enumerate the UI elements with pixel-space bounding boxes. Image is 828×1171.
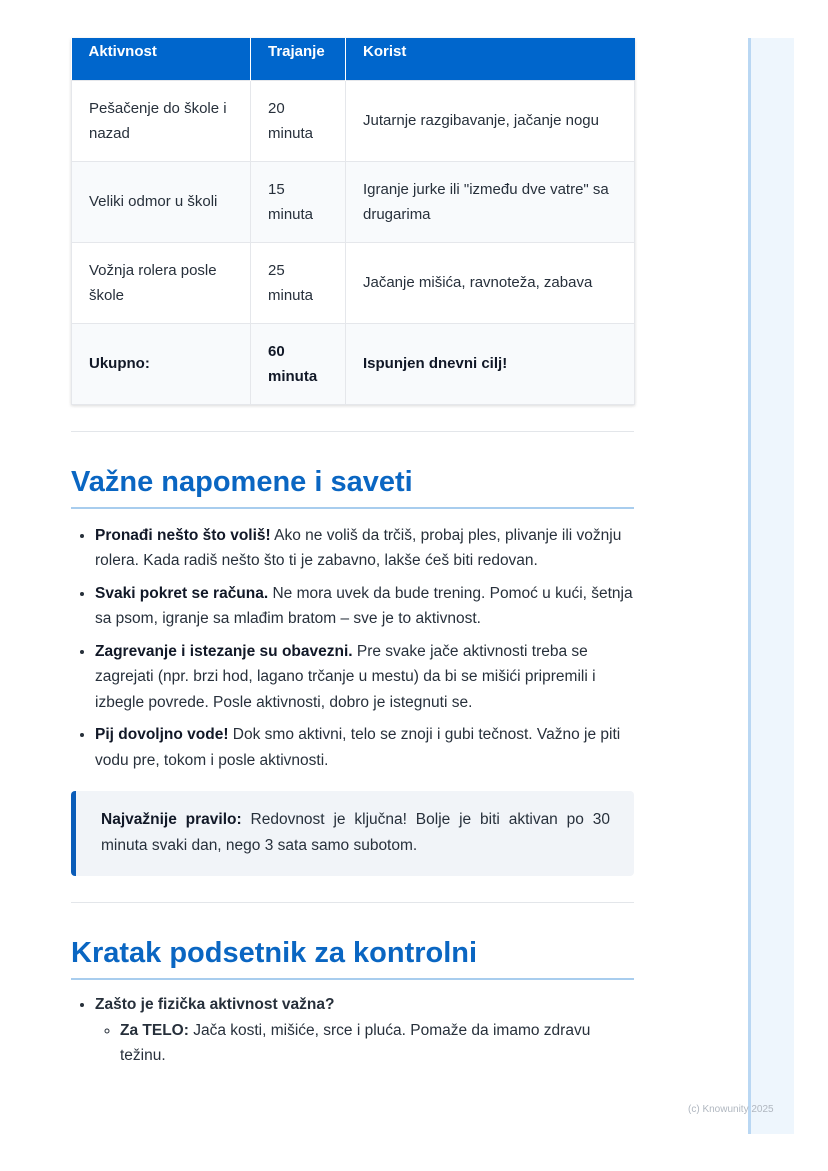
callout-bold: Najvažnije pravilo: — [101, 811, 242, 828]
list-item — [95, 523, 634, 574]
cell-benefit: Jačanje mišića, ravnoteža, zabava — [346, 242, 635, 323]
cell-duration: 15 minuta — [251, 161, 346, 242]
list-item — [95, 639, 634, 716]
reminder-sublist — [95, 1018, 634, 1069]
activity-table — [71, 38, 635, 405]
reminder-heading: Kratak podsetnik za kontrolni — [71, 937, 634, 980]
cell-duration: 25 minuta — [251, 242, 346, 323]
list-item — [95, 722, 634, 773]
sub-bold: Za TELO: — [120, 1021, 189, 1039]
sub-text: Jača kosti, mišiće, srce i pluća. Pomaže da imamo zdravu težinu. — [120, 1021, 591, 1064]
cell-activity: Pešačenje do škole i nazad — [72, 80, 251, 161]
copyright-footer: (c) Knowunity 2025 — [688, 1104, 774, 1115]
column-header-duration: Trajanje — [251, 38, 346, 80]
important-rule-callout — [71, 791, 634, 876]
table-header-row — [72, 38, 635, 80]
note-text: Pre svake jače aktivnosti treba se zagrejati (npr. brzi hod, lagano trčanje u mestu) da bi se mišići pripremili i izbegle povrede. Posle aktivnosti, dobro je istegnuti se. — [95, 642, 596, 711]
section-divider — [71, 902, 634, 903]
cell-benefit: Igranje jurke ili "između dve vatre" sa drugarima — [346, 161, 635, 242]
note-bold: Zagrevanje i istezanje su obavezni. — [95, 642, 353, 660]
table-row — [72, 242, 635, 323]
note-text: Ako ne voliš da trčiš, probaj ples, plivanje ili vožnju rolera. Kada radiš nešto što ti je zabavno, lakše ćeš biti redovan. — [95, 526, 622, 569]
cell-activity: Veliki odmor u školi — [72, 161, 251, 242]
reminder-question: Zašto je fizička aktivnost važna? — [95, 996, 335, 1013]
list-item — [95, 581, 634, 632]
table-row — [72, 80, 635, 161]
total-benefit: Ispunjen dnevni cilj! — [346, 323, 635, 404]
list-item — [95, 992, 634, 1069]
notes-list — [71, 523, 634, 774]
right-sidebar-panel — [748, 38, 794, 1134]
notes-heading: Važne napomene i saveti — [71, 466, 634, 509]
callout-text: Redovnost je ključna! Bolje je biti aktivan po 30 minuta svaki dan, nego 3 sata samo subotom. — [101, 811, 610, 854]
column-header-activity: Aktivnost — [72, 38, 251, 80]
note-bold: Pij dovoljno vode! — [95, 726, 229, 743]
cell-duration: 20 minuta — [251, 80, 346, 161]
table-row — [72, 161, 635, 242]
list-item — [120, 1018, 634, 1069]
note-bold: Pronađi nešto što voliš! — [95, 526, 271, 544]
column-header-benefit: Korist — [346, 38, 635, 80]
cell-benefit: Jutarnje razgibavanje, jačanje nogu — [346, 80, 635, 161]
total-duration: 60 minuta — [251, 323, 346, 404]
total-label: Ukupno: — [72, 323, 251, 404]
cell-activity: Vožnja rolera posle škole — [72, 242, 251, 323]
reminder-list — [71, 992, 634, 1069]
section-divider — [71, 431, 634, 432]
note-text: Ne mora uvek da bude trening. Pomoć u kući, šetnja sa psom, igranje sa mlađim bratom – sve je to aktivnost. — [95, 584, 633, 627]
document-content — [71, 38, 634, 1069]
note-text: Dok smo aktivni, telo se znoji i gubi tečnost. Važno je piti vodu pre, tokom i posle aktivnosti. — [95, 726, 621, 769]
note-bold: Svaki pokret se računa. — [95, 584, 269, 602]
table-total-row — [72, 323, 635, 404]
